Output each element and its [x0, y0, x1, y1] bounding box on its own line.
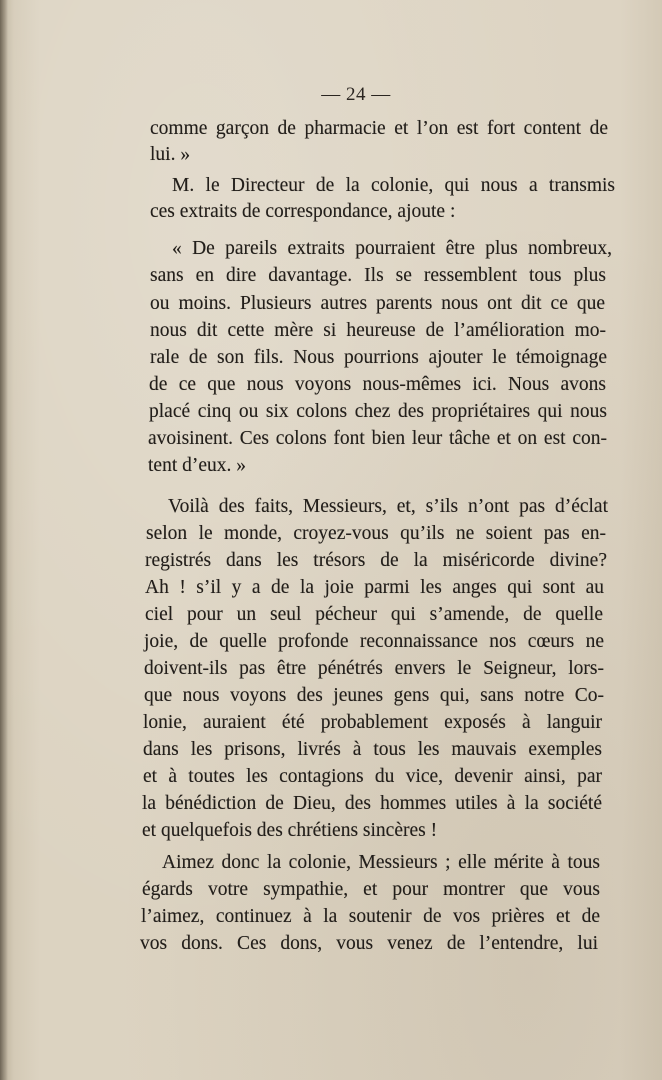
page-binding-edge [0, 0, 8, 1080]
text-line: avoisinent. Ces colons font bien leur tâche et on est con- [148, 428, 607, 449]
text-line: Voilà des faits, Messieurs, et, s’ils n’ont pas d’éclat [168, 496, 608, 517]
text-line: nous dit cette mère si heureuse de l’amélioration mo- [150, 320, 606, 341]
text-line: « De pareils extraits pourraient être plus nombreux, [172, 238, 612, 259]
text-line: doivent-ils pas être pénétrés envers le Seigneur, lors- [144, 658, 604, 679]
text-line: ou moins. Plusieurs autres parents nous ont dit ce que [150, 293, 605, 314]
text-line: Aimez donc la colonie, Messieurs ; elle mérite à tous [162, 852, 600, 873]
text-line: et quelquefois des chrétiens sincères ! [142, 820, 438, 841]
text-line: selon le monde, croyez-vous qu’ils ne soient pas en- [146, 523, 606, 544]
text-line: ciel pour un seul pécheur qui s’amende, de quelle [145, 604, 603, 625]
page-number: — 24 — [321, 84, 391, 105]
text-line: l’aimez, continuez à la soutenir de vos prières et de [141, 906, 600, 927]
text-line: la bénédiction de Dieu, des hommes utiles à la société [142, 793, 602, 814]
text-line: ces extraits de correspondance, ajoute : [150, 201, 456, 222]
text-line: joie, de quelle profonde reconnaissance nos cœurs ne [144, 631, 604, 652]
text-line: tent d’eux. » [148, 455, 247, 476]
text-line: lui. » [150, 144, 191, 165]
text-line: de ce que nous voyons nous-mêmes ici. Nous avons [149, 374, 606, 395]
text-line: que nous voyons des jeunes gens qui, sans notre Co- [144, 685, 604, 706]
text-line: égards votre sympathie, et pour montrer que vous [142, 879, 600, 900]
text-line: Ah ! s’il y a de la joie parmi les anges qui sont au [145, 577, 604, 598]
text-line: sans en dire davantage. Ils se ressemblent tous plus [150, 265, 606, 286]
text-line: rale de son fils. Nous pourrions ajouter le témoignage [150, 347, 607, 368]
text-line: dans les prisons, livrés à tous les mauvais exemples [143, 739, 602, 760]
text-line: lonie, auraient été probablement exposés à languir [143, 712, 602, 733]
text-line: M. le Directeur de la colonie, qui nous a transmis [172, 175, 615, 196]
text-line: placé cinq ou six colons chez des propriétaires qui nous [149, 401, 607, 422]
text-line: comme garçon de pharmacie et l’on est fort content de [150, 118, 608, 139]
text-line: vos dons. Ces dons, vous venez de l’entendre, lui [140, 933, 598, 954]
text-line: et à toutes les contagions du vice, devenir ainsi, par [143, 766, 602, 787]
text-line: registrés dans les trésors de la miséricorde divine? [145, 550, 607, 571]
